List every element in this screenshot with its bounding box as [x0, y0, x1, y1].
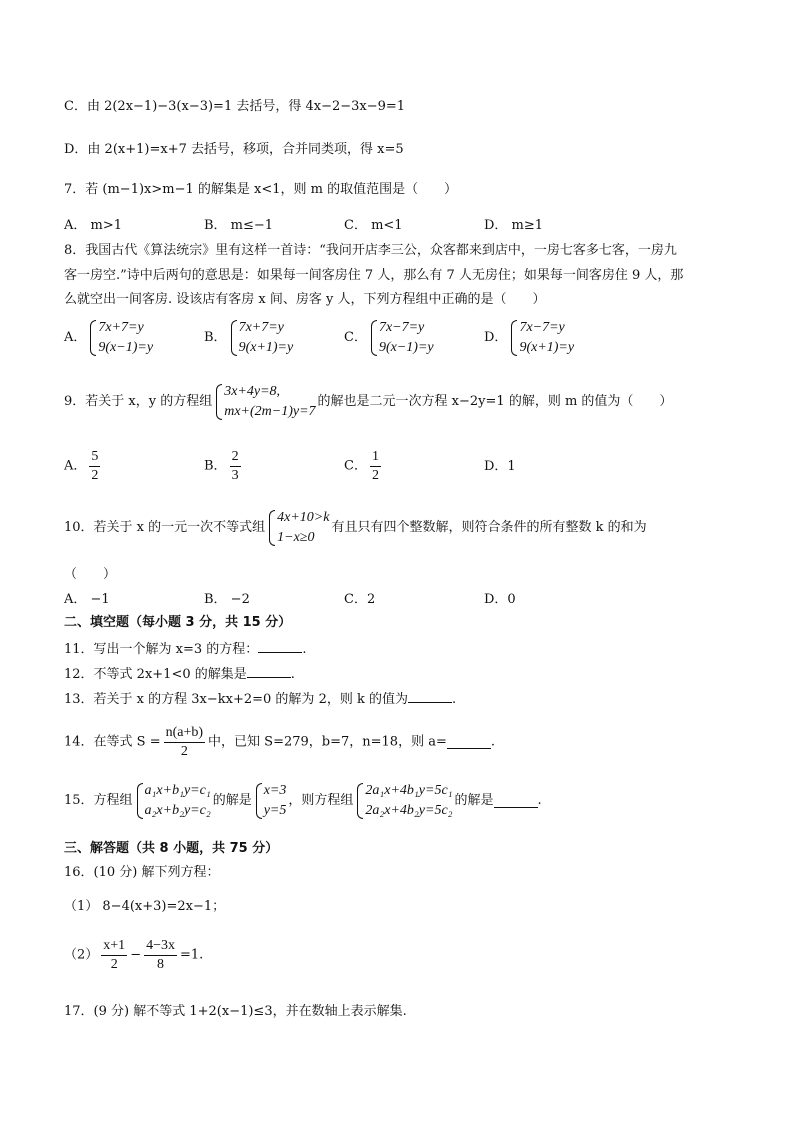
q14-text: 14．在等式 S = — [64, 734, 161, 750]
q7-option-a: A． m>1 — [64, 218, 123, 233]
q12-text: 12．不等式 2x+1<0 的解集是 — [64, 667, 247, 682]
fraction — [164, 724, 205, 761]
q9-option-a-label: A． — [64, 458, 87, 474]
denominator: 2 — [91, 468, 99, 483]
q8-option-c-system — [369, 318, 434, 358]
equation: a₂x+b₂y=c₂ — [144, 803, 211, 818]
q15-text: 15．方程组 — [64, 793, 133, 808]
equation: a₁x+b₁y=c₁ — [144, 783, 211, 798]
q15-system-1 — [135, 781, 211, 821]
q10-option-a: A． −1 — [64, 592, 110, 607]
q8-option-d-system — [509, 318, 574, 358]
q15-system-2 — [254, 781, 287, 821]
equation: 7x−7=y — [378, 320, 425, 335]
equation: 7x−7=y — [519, 320, 565, 335]
q16-part-2 — [64, 937, 203, 974]
q9-stem-pre: 9．若关于 x，y 的方程组 — [64, 394, 213, 409]
section-3-heading: 三、解答题（共 8 小题，共 75 分） — [64, 841, 279, 856]
q6-option-d: D．由 2(x+1)=x+7 去括号，移项，合并同类项，得 x=5 — [64, 142, 404, 157]
inequality: 4x+10>k — [277, 510, 330, 525]
q9-stem — [64, 382, 672, 422]
equation: mx+(2m−1)y=7 — [224, 404, 316, 419]
fraction — [144, 937, 177, 974]
inequality: 1−x≥0 — [277, 530, 315, 545]
q8-line-3: 么就空出一间客房. 设该店有客房 x 间、房客 y 人，下列方程组中正确的是（ ） — [64, 292, 546, 307]
equation: 7x+7=y — [238, 320, 284, 335]
q9-option-d: D．1 — [484, 459, 516, 474]
q10-system — [267, 508, 329, 548]
equation: x=3 — [263, 783, 287, 798]
q16-part-2-end: =1. — [180, 947, 204, 963]
q8-option-d — [484, 318, 576, 358]
q16-part-1: （1） 8−4(x+3)=2x−1； — [64, 899, 226, 914]
q12-end: . — [290, 667, 295, 682]
q13-text: 13．若关于 x 的方程 3x−kx+2=0 的解为 2，则 k 的值为 — [64, 692, 408, 707]
q11-text: 11．写出一个解为 x=3 的方程： — [64, 642, 259, 657]
q9-option-b — [204, 448, 244, 485]
equation: 9(x+1)=y — [238, 340, 294, 355]
q9-option-c-label: C． — [344, 458, 367, 474]
answer-blank[interactable] — [447, 736, 491, 749]
q15-system-3 — [355, 781, 452, 821]
q15-text-mid1: 的解是 — [212, 793, 252, 808]
section-2-heading: 二、填空题（每小题 3 分，共 15 分） — [64, 615, 292, 630]
equation: 3x+4y=8, — [224, 384, 281, 399]
q15-end: . — [537, 793, 542, 808]
numerator: 1 — [370, 448, 381, 467]
q8-option-b-system — [229, 318, 294, 358]
minus-sign: − — [130, 947, 142, 963]
q8-option-c-label: C． — [344, 330, 367, 345]
q8-option-c — [344, 318, 436, 358]
q14-end: . — [490, 734, 495, 750]
q8-option-d-label: D． — [484, 330, 508, 345]
q7-option-d: D． m≥1 — [484, 218, 544, 233]
q15-text-mid2: ，则方程组 — [288, 793, 354, 808]
q13 — [64, 690, 456, 709]
numerator: n(a+b) — [164, 724, 205, 743]
q12 — [64, 665, 295, 684]
denominator: 2 — [180, 744, 188, 759]
q15 — [64, 781, 542, 821]
q8-option-a — [64, 318, 155, 358]
q10-stem-pre: 10．若关于 x 的一元一次不等式组 — [64, 520, 266, 535]
fraction — [370, 448, 381, 485]
q11-end: . — [302, 642, 307, 657]
q14-text-post: 中，已知 S=279，b=7，n=18，则 a= — [208, 734, 447, 750]
q8-option-b — [204, 318, 295, 358]
q13-end: . — [451, 692, 457, 707]
fraction — [101, 937, 127, 974]
q9-option-b-label: B． — [204, 458, 227, 474]
equation: 9(x+1)=y — [519, 340, 575, 355]
equation: 7x+7=y — [98, 320, 144, 335]
q10-option-b: B． −2 — [204, 592, 250, 607]
numerator: 2 — [230, 448, 241, 467]
q10-option-c: C．2 — [344, 592, 376, 607]
denominator: 2 — [110, 957, 118, 972]
answer-blank[interactable] — [258, 640, 302, 653]
q8-line-2: 客一房空.”诗中后两句的意思是：如果每一间客房住 7 人，那么有 7 人无房住；如果每一间客房住 9 人，那 — [64, 268, 684, 283]
q8-option-a-label: A． — [64, 330, 87, 345]
denominator: 2 — [371, 468, 379, 483]
q9-option-c — [344, 448, 384, 485]
denominator: 3 — [231, 468, 239, 483]
equation: 9(x−1)=y — [98, 340, 154, 355]
q14 — [64, 724, 495, 761]
answer-blank[interactable] — [247, 665, 291, 678]
q9-stem-post: 的解也是二元一次方程 x−2y=1 的解，则 m 的值为（ ） — [317, 394, 673, 409]
denominator: 8 — [157, 957, 165, 972]
q9-system — [214, 382, 315, 422]
q15-text-mid3: 的解是 — [454, 793, 494, 808]
q7-option-b: B． m≤−1 — [204, 218, 274, 233]
q17: 17．(9 分) 解不等式 1+2(x−1)≤3，并在数轴上表示解集. — [64, 1004, 407, 1019]
q10-stem — [64, 508, 647, 548]
fraction — [89, 448, 100, 485]
q9-option-a — [64, 448, 103, 485]
q11 — [64, 640, 306, 659]
fraction — [230, 448, 241, 485]
q6-option-c: C．由 2(2x−1)−3(x−3)=1 去括号，得 4x−2−3x−9=1 — [64, 99, 406, 114]
q7-option-c: C． m<1 — [344, 218, 403, 233]
q8-option-b-label: B． — [204, 330, 227, 345]
equation: 2a₁x+4b₁y=5c₁ — [365, 783, 453, 798]
q16-stem: 16．(10 分) 解下列方程： — [64, 865, 220, 880]
q10-answer-paren: （ ） — [64, 567, 117, 582]
q8-option-a-system — [88, 318, 153, 358]
answer-blank[interactable] — [408, 690, 452, 703]
q10-stem-post: 有且只有四个整数解，则符合条件的所有整数 k 的和为 — [331, 520, 647, 535]
q10-option-d: D．0 — [484, 592, 516, 607]
numerator: x+1 — [101, 937, 127, 956]
q16-part-2-label: （2） — [64, 947, 99, 963]
equation: 9(x−1)=y — [378, 340, 434, 355]
equation: 2a₂x+4b₂y=5c₂ — [365, 803, 453, 818]
q7-stem: 7．若 (m−1)x>m−1 的解集是 x<1，则 m 的取值范围是（ ） — [64, 182, 458, 197]
numerator: 4−3x — [144, 937, 177, 956]
q8-line-1: 8．我国古代《算法统宗》里有这样一首诗：“我问开店李三公，众客都来到店中，一房七客多七客，一房九 — [64, 243, 677, 258]
equation: y=5 — [263, 803, 287, 818]
numerator: 5 — [89, 448, 100, 467]
answer-blank[interactable] — [494, 795, 538, 808]
